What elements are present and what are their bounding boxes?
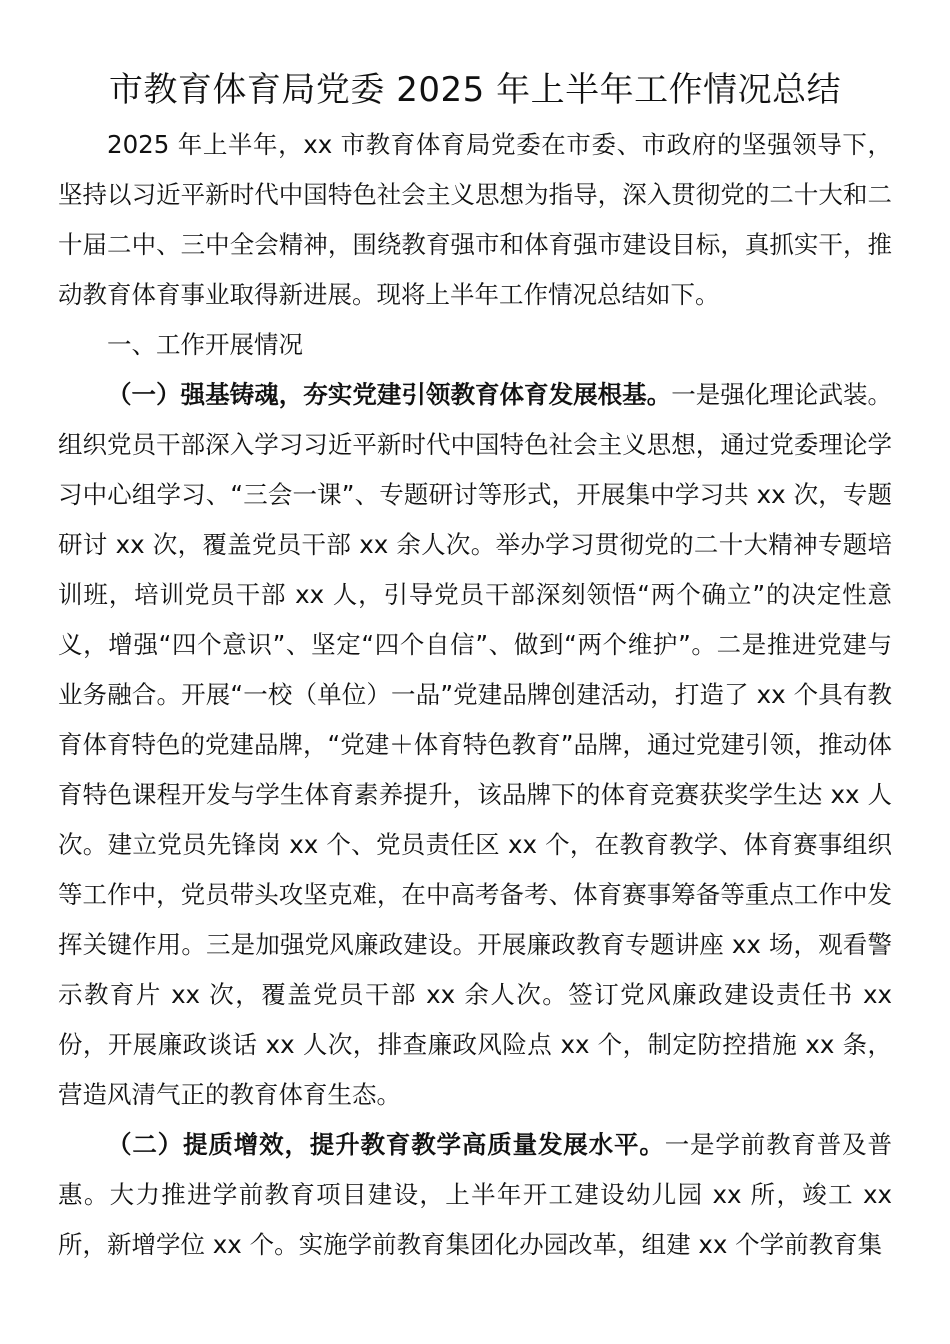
subsection-1-body: 一是强化理论武装。组织党员干部深入学习习近平新时代中国特色社会主义思想，通过党委理论学习中心组学习、“三会一课”、专题研讨等形式，开展集中学习共 xx 次，专题研讨 xx 次，覆盖党员干部 xx 余人次。举办学习贯彻党的二十大精神专题培训班，培训党员干部 xx 人，引导党员干部深刻领悟“两个确立”的决定性意义，增强“四个意识”、坚定“四个自信”、做到“两个维护”。二是推进党建与业务融合。开展“一校（单位）一品”党建品牌创建活动，打造了 xx 个具有教育体育特色的党建品牌，“党建＋体育特色教育”品牌，通过党建引领，推动体育特色课程开发与学生体育素养提升，该品牌下的体育竞赛获奖学生达 xx 人次。建立党员先锋岗 xx 个、党员责任区 xx 个，在教育教学、体育赛事组织等工作中，党员带头攻坚克难，在中高考备考、体育赛事筹备等重点工作中发挥关键作用。三是加强党风廉政建设。开展廉政教育专题讲座 xx 场，观看警示教育片 xx 次，覆盖党员干部 xx 余人次。签订党风廉政建设责任书 xx 份，开展廉政谈话 xx 人次，排查廉政风险点 xx 个，制定防控措施 xx 条，营造风清气正的教育体育生态。: [58, 380, 893, 1109]
subsection-2-heading: （二）提质增效，提升教育教学高质量发展水平。: [107, 1130, 665, 1159]
section-heading-1: 一、工作开展情况: [107, 330, 303, 359]
subsection-2-paragraph: [58, 1120, 892, 1270]
intro-paragraph: 2025 年上半年，xx 市教育体育局党委在市委、市政府的坚强领导下，坚持以习近平新时代中国特色社会主义思想为指导，深入贯彻党的二十大和二十届二中、三中全会精神，围绕教育强市和体育强市建设目标，真抓实干，推动教育体育事业取得新进展。现将上半年工作情况总结如下。: [58, 130, 892, 309]
subsection-2-body: 一是学前教育普及普惠。大力推进学前教育项目建设，上半年开工建设幼儿园 xx 所，竣工 xx 所，新增学位 xx 个。实施学前教育集团化办园改革，组建 xx 个学前教育集: [58, 1130, 893, 1259]
document-title: 市教育体育局党委 2025 年上半年工作情况总结: [108, 70, 842, 110]
subsection-1-heading: （一）强基铸魂，夯实党建引领教育体育发展根基。: [107, 380, 672, 409]
subsection-1-paragraph: [58, 370, 892, 1120]
